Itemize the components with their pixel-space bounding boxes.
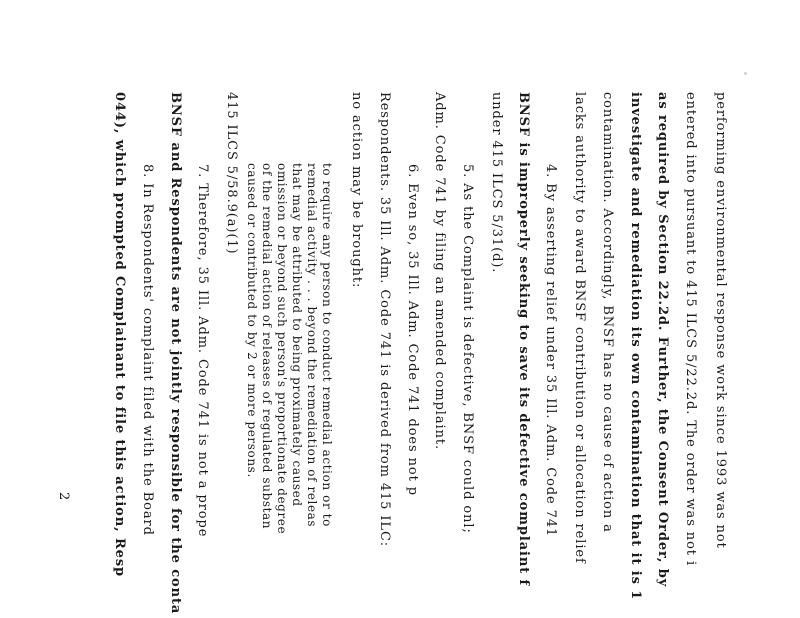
body-line-2: entered into pursuant to 415 ILCS 5/22.2d. The order was not i <box>683 92 698 567</box>
paragraph-7-line-1: 7. Therefore, 35 Ill. Adm. Code 741 is not a prope <box>195 164 210 538</box>
paragraph-4-line-2: BNSF is improperly seeking to save its defective complaint f <box>516 92 531 587</box>
body-line-5: contamination. Accordingly, BNSF has no cause of action a <box>600 92 615 533</box>
body-line-3: as required by Section 22.2d. Further, the Consent Order, by <box>655 92 670 588</box>
block-quote-line-3: that may be attributed to being proximately caused <box>290 163 304 507</box>
paragraph-6-line-1: 6. Even so, 35 Ill. Adm. Code 741 does not p <box>405 164 420 497</box>
paragraph-8-line-2: 044), which prompted Complainant to file this action, Resp <box>112 92 127 578</box>
paragraph-7-line-2: BNSF and Respondents are not jointly responsible for the conta <box>168 92 183 615</box>
block-quote-line-5: of the remedial action of releases of regulated substan <box>260 163 274 530</box>
citation-line: 415 ILCS 5/58.9(a)(1) <box>224 92 239 255</box>
paragraph-4-line-3: under 415 ILCS 5/31(d). <box>489 92 504 274</box>
block-quote-line-4: omission or beyond such person's proportionate degree <box>275 163 289 535</box>
body-line-4: investigate and remediation its own contamination that it is 1 <box>628 92 643 601</box>
paragraph-6-line-2: Respondents. 35 Ill. Adm. Code 741 is derived from 415 ILC: <box>377 92 392 548</box>
paragraph-5-line-2: Adm. Code 741 by filing an amended complaint. <box>432 92 447 450</box>
scan-speck <box>744 72 747 75</box>
block-quote-line-2: remedial activity . . . beyond the remediation of releas <box>305 163 319 528</box>
page-number: 2 <box>56 492 71 502</box>
paragraph-8-line-1: 8. In Respondents' complaint filed with the Board <box>140 164 155 536</box>
block-quote-line-6: caused or contributed to by 2 or more persons. <box>245 163 259 478</box>
block-quote-line-1: to require any person to conduct remedial action or to <box>320 163 334 527</box>
paragraph-6-line-3: no action may be brought: <box>349 92 364 289</box>
paragraph-5-line-1: 5. As the Complaint is defective, BNSF could onl; <box>460 164 475 534</box>
paragraph-4-line-1: 4. By asserting relief under 35 Ill. Adm. Code 741 <box>543 164 558 538</box>
body-line-6: lacks authority to award BNSF contribution or allocation relief <box>572 92 587 564</box>
body-line-1: performing environmental response work since 1993 was not <box>713 92 728 549</box>
